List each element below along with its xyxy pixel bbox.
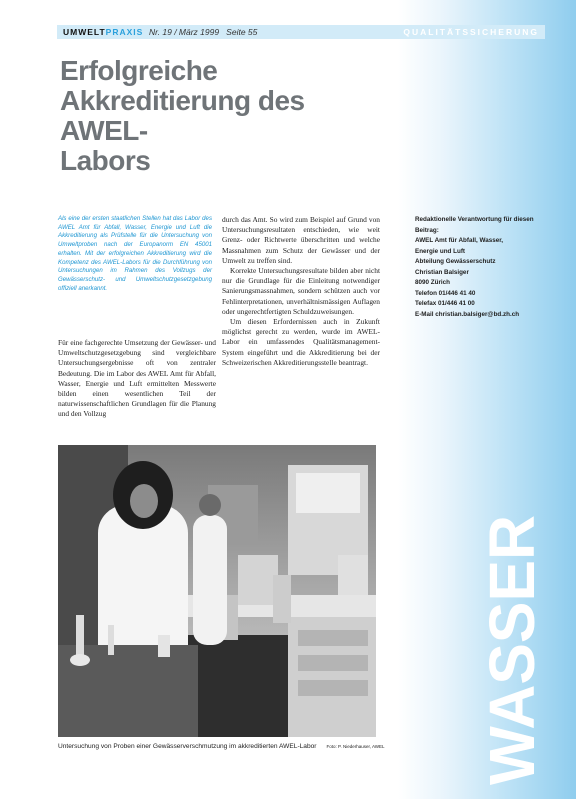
photo-credit: Foto: P. Niederhauser, AWEL — [326, 744, 385, 749]
magazine-brand: UMWELTPRAXIS — [63, 27, 144, 37]
contact-line: Beitrag: — [415, 226, 439, 234]
wasser-text: WASSER — [476, 510, 548, 785]
body-column-1: Für eine fachgerechte Umsetzung der Gewässer- und Umweltschutzgesetzgebung sind vergleichbare Untersuchungsergebnisse oft von zentraler Bedeutung. Die im Labor des AWEL Amt für Abfall, Wasser, Energie und Luft ermittelten Messwerte bilden einen wesentlichen Teil der naturwissenschaftlichen Grundlagen für die Planung und den Vollzug — [58, 338, 216, 419]
body-paragraph: Korrekte Untersuchungsresultate bilden aber nicht nur die Grundlage für die Einleitung notwendiger Sanierungsmassnahmen, sondern schützen auch vor Fehlinterpretationen, unverhältnismässigen Auflagen oder ungerechtfertigten Schuldzuweisungen. — [222, 266, 380, 316]
header-bar — [57, 25, 545, 39]
body-paragraph: durch das Amt. So wird zum Beispiel auf Grund von Untersuchungsresultaten entschieden, wie weit Grenz- oder Richtwerte überschritten und welche Massnahmen zum Schutz der Gewässer und der Umwelt zu treffen sind. — [222, 215, 380, 265]
contact-line: Abteilung Gewässerschutz — [415, 258, 496, 265]
contact-line: Energie und Luft — [415, 247, 466, 255]
contact-line: Redaktionelle Verantwortung für diesen — [415, 216, 534, 223]
article-lead: Als eine der ersten staatlichen Stellen hat das Labor des AWEL Amt für Abfall, Wasser, Energie und Luft die Akkreditierung als Prüfstelle für die Untersuchung von Umweltproben nach der Europanorm EN 45001 erhalten. Mit der erfolgreichen Akkreditierung wird die Kompetenz des AWEL-Labors für die Durchführung von Untersuchungen im Rahmen des Vollzugs der Gewässerschutz- und Umweltschutzgesetzgebung offiziell anerkannt. — [58, 215, 212, 292]
section-label: QUALITÄTSSICHERUNG — [403, 27, 539, 37]
side-label-wasser — [442, 510, 562, 790]
contact-line: E-Mail christian.balsiger@bd.zh.ch — [415, 310, 520, 318]
lab-photo-illustration — [58, 445, 376, 737]
contact-line: Telefax 01/446 41 00 — [415, 300, 475, 307]
issue-info: Nr. 19 / März 1999 Seite 55 — [149, 27, 258, 37]
body-column-2 — [222, 215, 380, 368]
contact-line: 8090 Zürich — [415, 279, 450, 286]
article-title: Erfolgreiche Akkreditierung des AWEL- Labors — [60, 55, 305, 176]
contact-line: Christian Balsiger — [415, 268, 469, 276]
contact-line: Telefon 01/446 41 40 — [415, 289, 476, 297]
lab-photo — [58, 445, 376, 737]
photo-caption: Untersuchung von Proben einer Gewässerverschmutzung im akkreditierten AWEL-Labor Foto: P. Niederhauser, AWEL — [58, 743, 385, 750]
editorial-contact — [415, 215, 565, 320]
body-paragraph: Um diesen Erfordernissen auch in Zukunft möglichst gerecht zu werden, wurde im AWEL-Labor ein umfassendes Qualitätsmanagement-System eingeführt und die Akkreditierung bei der Schweizerischen Akkreditierungsstelle beantragt. — [222, 317, 380, 367]
contact-line: AWEL Amt für Abfall, Wasser, — [415, 237, 504, 244]
